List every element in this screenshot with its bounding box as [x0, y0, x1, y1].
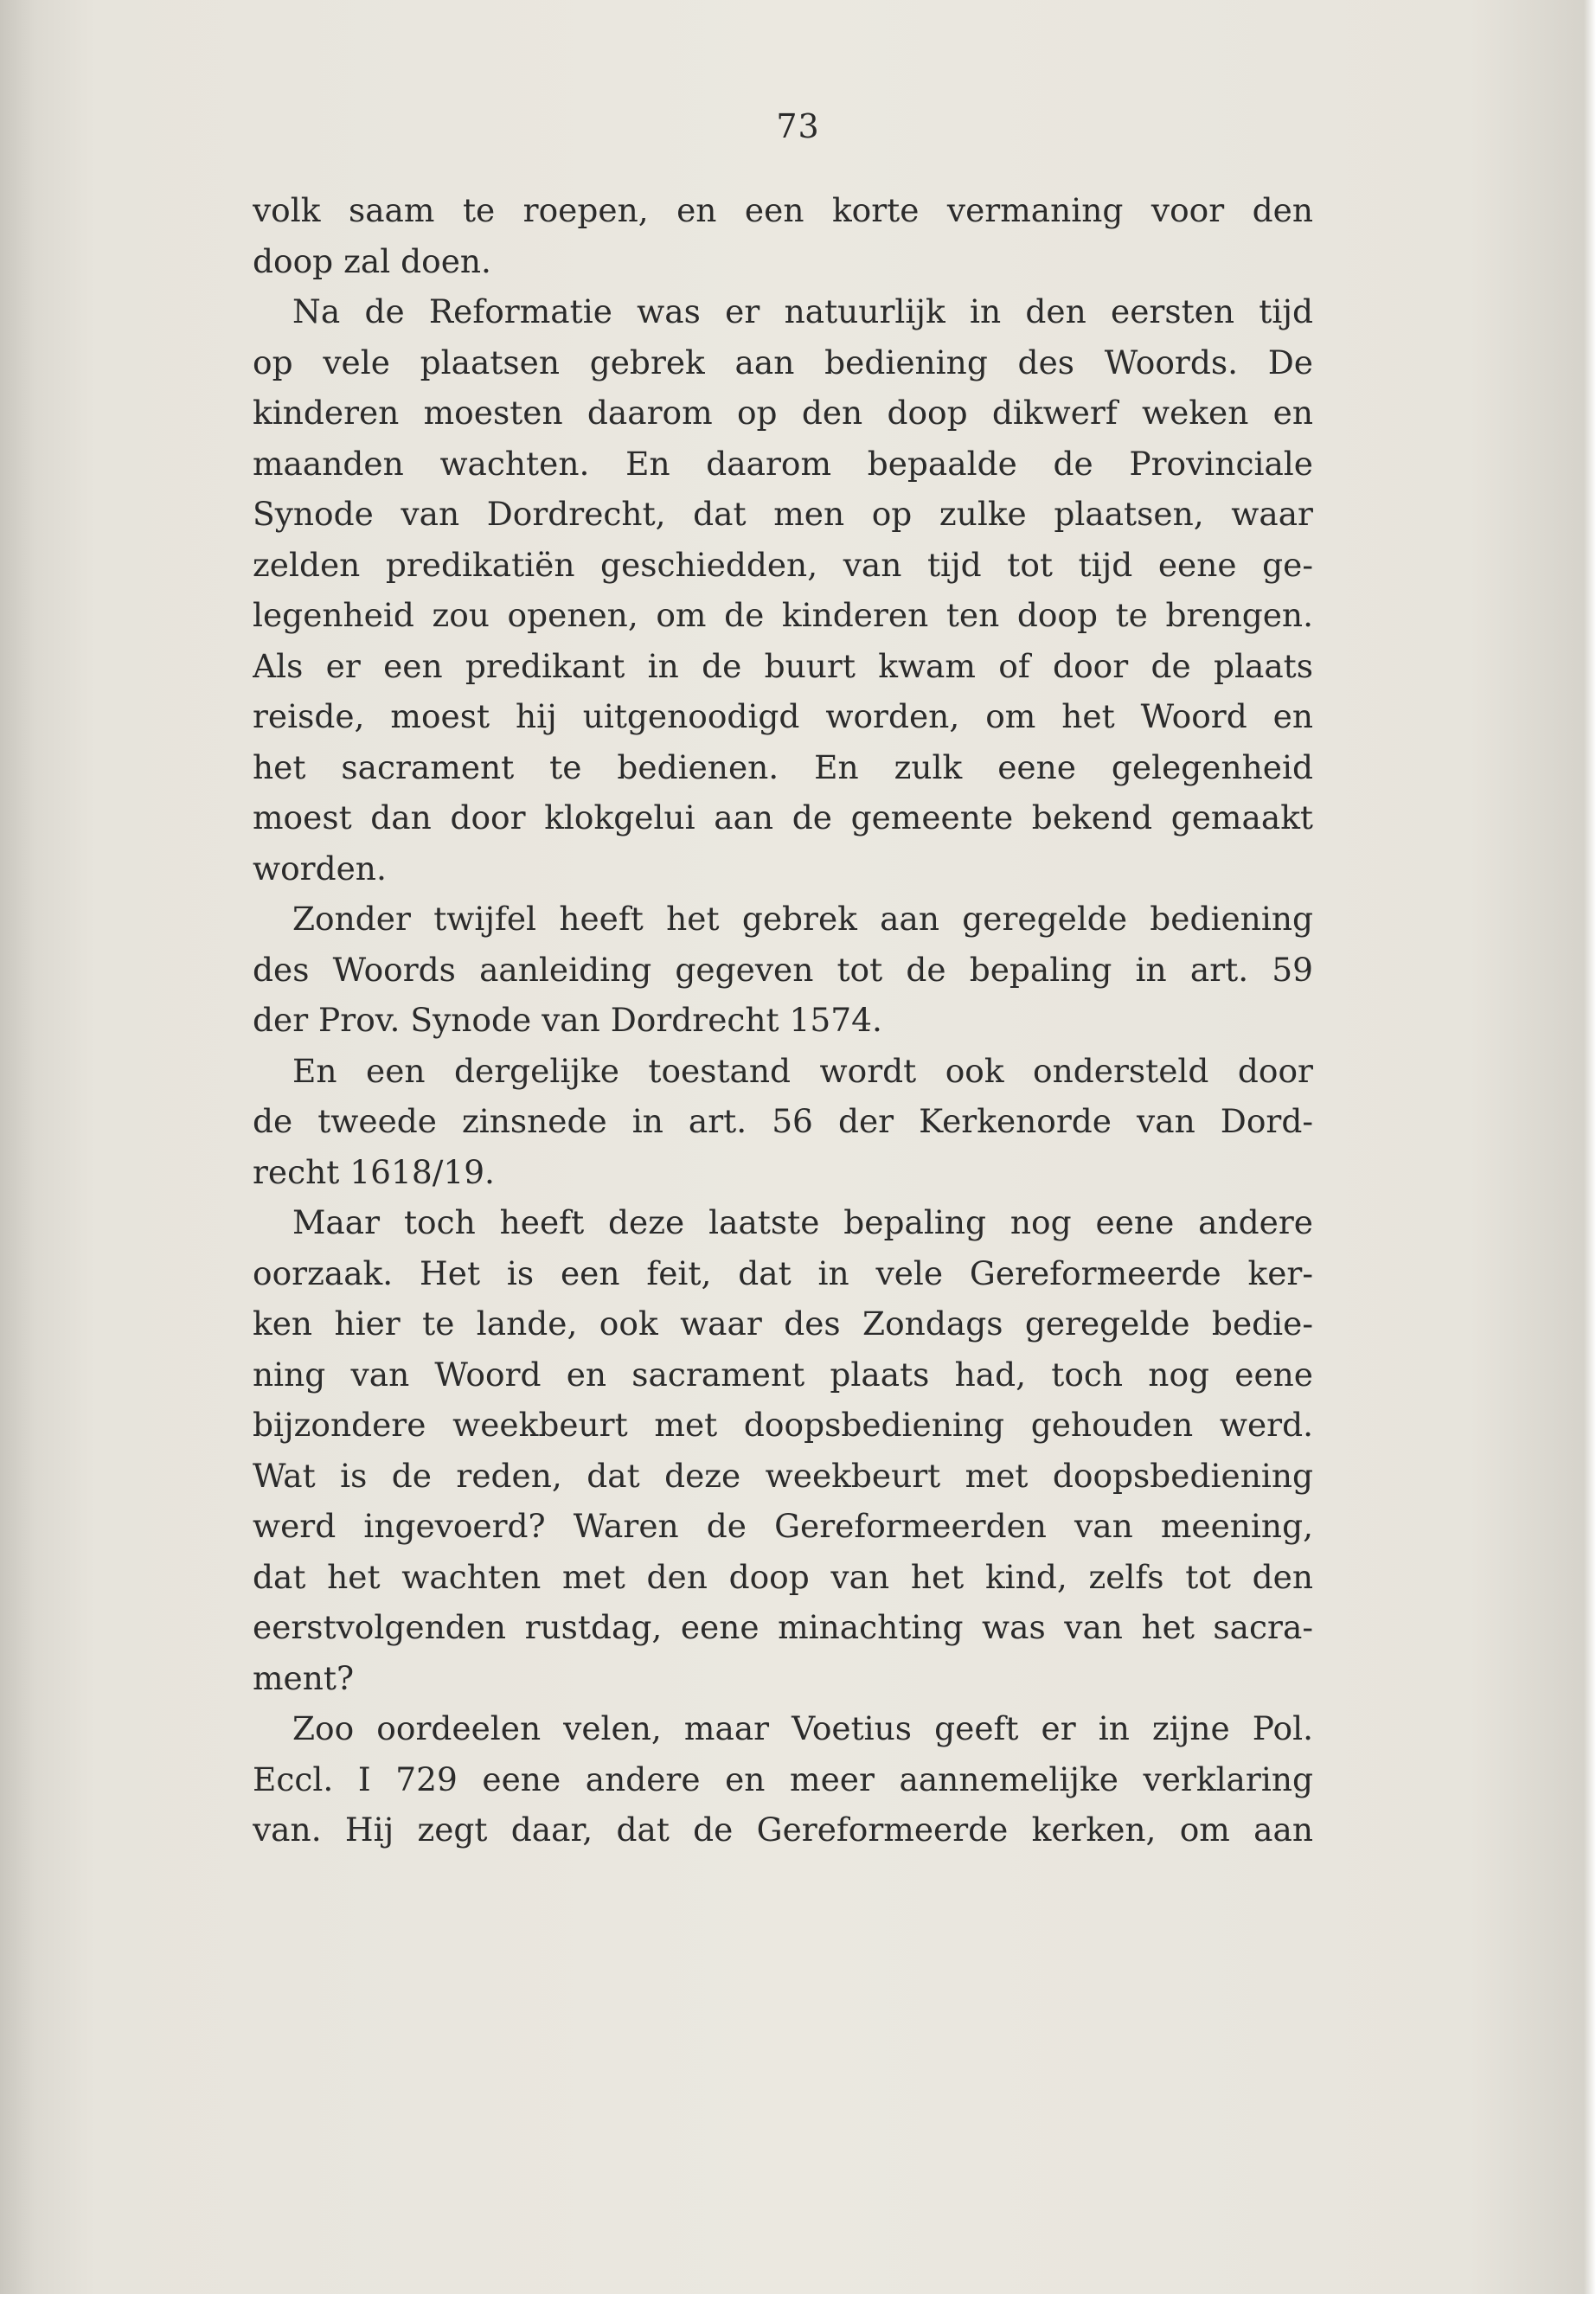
text-line: recht 1618/19.: [253, 1152, 495, 1191]
text-line: Eccl. I 729 eene andere en meer aannemelijke verklaring: [253, 1759, 1313, 1798]
text-line: Maar toch heeft deze laatste bepaling nog eene andere: [292, 1203, 1313, 1241]
text-line: ken hier te lande, ook waar des Zondags geregelde bedie-: [253, 1304, 1313, 1343]
text-line: worden.: [253, 849, 387, 888]
page-number: 73: [776, 107, 820, 145]
text-line: werd ingevoerd? Waren de Gereformeerden van meening,: [253, 1507, 1313, 1545]
text-line: doop zal doen.: [253, 241, 491, 280]
text-line: Synode van Dordrecht, dat men op zulke plaatsen, waar: [253, 495, 1313, 533]
text-line: En een dergelijke toestand wordt ook ondersteld door: [292, 1051, 1313, 1090]
body-text: [253, 185, 1313, 1856]
text-line: zelden predikatiën geschiedden, van tijd tot tijd eene ge-: [253, 545, 1313, 584]
text-line: op vele plaatsen gebrek aan bediening des Woords. De: [253, 343, 1313, 381]
text-line: ning van Woord en sacrament plaats had, toch nog eene: [253, 1355, 1313, 1394]
text-line: oorzaak. Het is een feit, dat in vele Gereformeerde ker-: [253, 1253, 1313, 1292]
text-line: legenheid zou openen, om de kinderen ten doop te brengen.: [253, 596, 1313, 634]
text-line: maanden wachten. En daarom bepaalde de Provinciale: [253, 444, 1313, 483]
text-line: Als er een predikant in de buurt kwam of door de plaats: [253, 646, 1313, 685]
text-line: reisde, moest hij uitgenoodigd worden, om het Woord en: [253, 697, 1313, 735]
text-line: ment?: [253, 1658, 355, 1697]
text-line: moest dan door klokgelui aan de gemeente bekend gemaakt: [253, 798, 1313, 836]
text-line: het sacrament te bedienen. En zulk eene gelegenheid: [253, 747, 1313, 786]
page-edge-right: [1584, 0, 1596, 2301]
text-line: Zonder twijfel heeft het gebrek aan geregelde bediening: [292, 900, 1313, 938]
text-line: Wat is de reden, dat deze weekbeurt met doopsbediening: [253, 1456, 1313, 1495]
text-line: volk saam te roepen, en een korte vermaning voor den: [253, 191, 1313, 229]
page-edge-bottom: [0, 2294, 1596, 2301]
text-line: dat het wachten met den doop van het kind, zelfs tot den: [253, 1557, 1313, 1596]
text-line: kinderen moesten daarom op den doop dikwerf weken en: [253, 394, 1313, 432]
text-line: Zoo oordeelen velen, maar Voetius geeft er in zijne Pol.: [292, 1709, 1313, 1747]
text-line: bijzondere weekbeurt met doopsbediening gehouden werd.: [253, 1406, 1313, 1444]
text-line: van. Hij zegt daar, dat de Gereformeerde kerken, om aan: [253, 1811, 1313, 1849]
text-line: Na de Reformatie was er natuurlijk in den eersten tijd: [292, 292, 1313, 330]
text-line: des Woords aanleiding gegeven tot de bepaling in art. 59: [253, 950, 1313, 989]
text-line: de tweede zinsnede in art. 56 der Kerkenorde van Dord-: [253, 1102, 1313, 1140]
text-line: eerstvolgenden rustdag, eene minachting was van het sacra-: [253, 1608, 1313, 1646]
text-line: der Prov. Synode van Dordrecht 1574.: [253, 1001, 882, 1039]
